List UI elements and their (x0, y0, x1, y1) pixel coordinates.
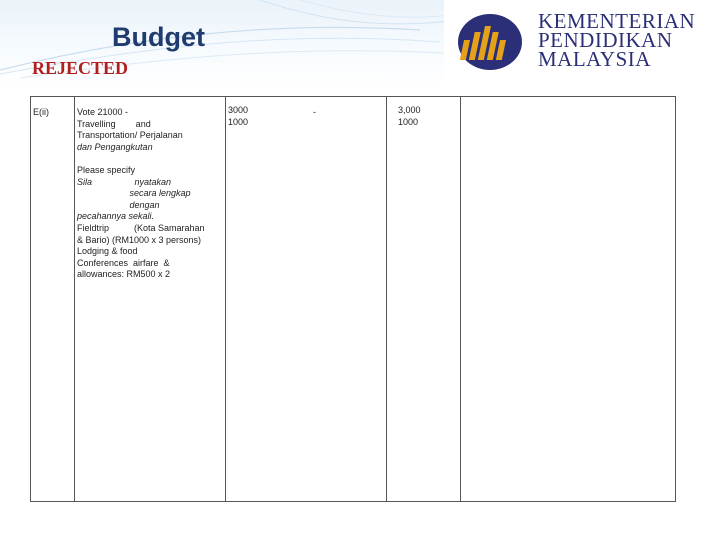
logo-line: KEMENTERIAN (538, 9, 696, 33)
status-label: REJECTED (32, 58, 129, 78)
description-line: dan Pengangkutan (77, 141, 153, 152)
item-description (77, 107, 227, 281)
item-code: E(ii) (33, 107, 49, 117)
column-divider (74, 97, 75, 501)
description-line: secara lengkap (77, 188, 191, 199)
total-line: 1000 (398, 116, 419, 127)
column-divider (386, 97, 387, 501)
description-line: allowances: RM500 x 2 (77, 269, 171, 280)
amount-total (398, 105, 421, 128)
amount-line: 3000 (228, 105, 249, 115)
logo-line: PENDIDIKAN (538, 28, 673, 52)
ministry-logo-text (538, 9, 696, 71)
description-line: Please specify (77, 164, 136, 175)
description-line: Transportation/ Perjalanan (77, 130, 183, 141)
amount-middle: - (313, 107, 316, 117)
description-line: Lodging & food (77, 246, 138, 257)
description-line: Travelling and (77, 118, 151, 129)
description-line: Vote 21000 - (77, 107, 129, 117)
description-line: Fieldtrip (Kota Samarahan (77, 222, 205, 233)
page-title: Budget (112, 22, 205, 52)
description-line (77, 153, 227, 165)
logo-line: MALAYSIA (538, 47, 651, 71)
budget-table (30, 96, 676, 502)
description-line: Conferences airfare & (77, 257, 170, 268)
ministry-emblem-icon (456, 12, 524, 72)
description-line: pecahannya sekali. (77, 211, 155, 222)
column-divider (460, 97, 461, 501)
description-line: dengan (77, 199, 160, 210)
amount-line: 1000 (228, 116, 249, 127)
total-line: 3,000 (398, 105, 421, 115)
description-line: Sila nyatakan (77, 176, 172, 187)
amount-requested (228, 105, 248, 128)
description-line: & Bario) (RM1000 x 3 persons) (77, 234, 202, 245)
